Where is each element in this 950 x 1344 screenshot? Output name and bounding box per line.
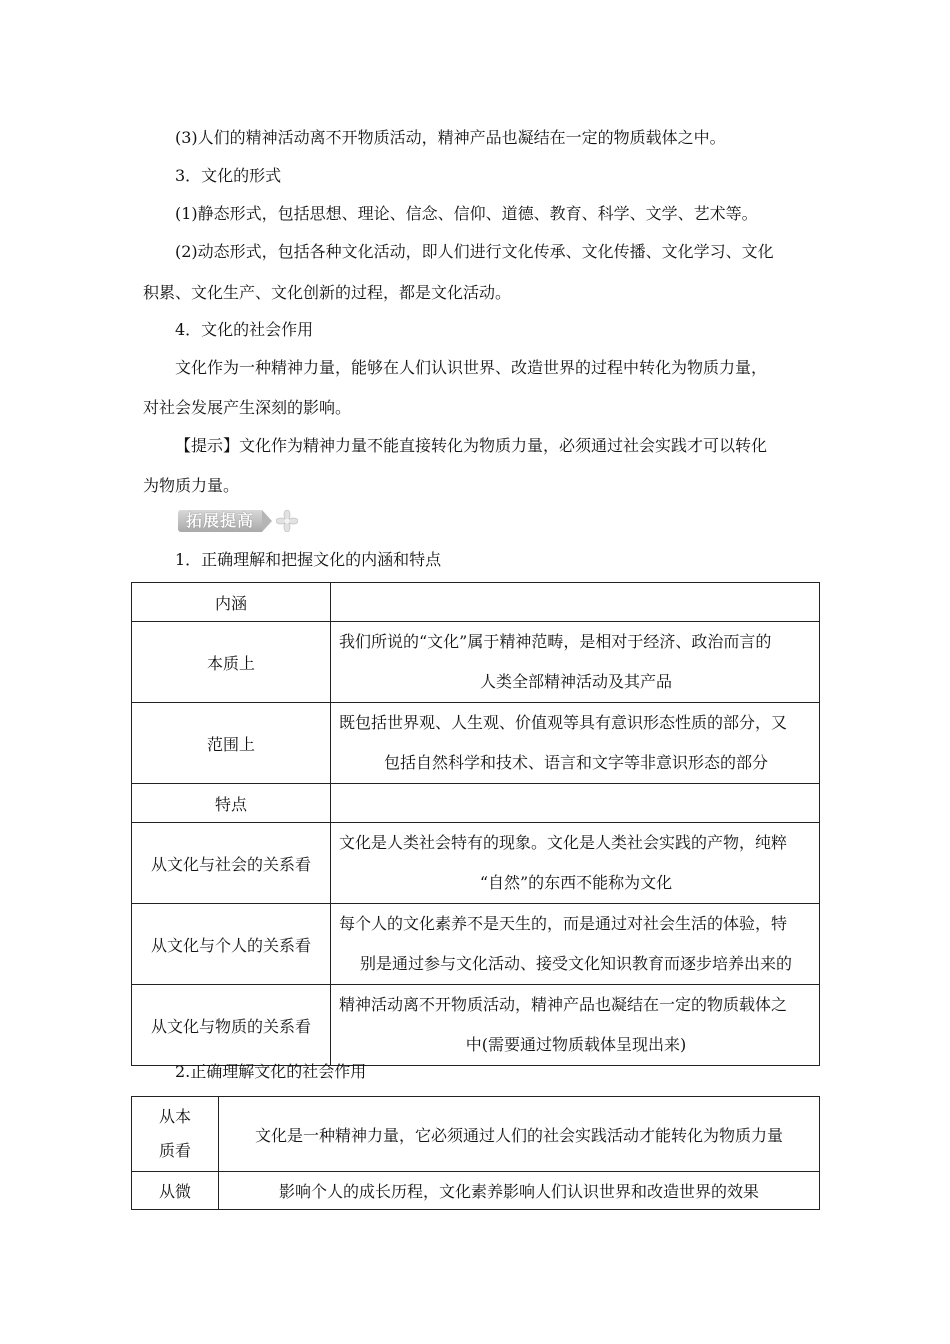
row-label: 从微 — [132, 1172, 219, 1210]
row-content — [331, 823, 820, 904]
row-content-line2: “自然”的东西不能称为文化 — [479, 873, 673, 892]
table-row — [132, 703, 820, 784]
row-content — [331, 985, 820, 1066]
table-row — [132, 622, 820, 703]
table-row — [132, 1097, 820, 1172]
row-label-line2: 质看 — [158, 1141, 191, 1160]
row-content-line1: 文化是人类社会特有的现象。文化是人类社会实践的产物，纯粹 — [339, 833, 788, 852]
row-label: 从文化与社会的关系看 — [132, 823, 331, 904]
heading-social-role: 4．文化的社会作用 — [175, 320, 314, 339]
row-label-line1: 从本 — [158, 1107, 191, 1126]
table-row — [132, 583, 820, 622]
row-content — [331, 904, 820, 985]
paragraph-social-role-line2: 对社会发展产生深刻的影响。 — [143, 398, 352, 417]
badge-arrow — [262, 510, 272, 532]
heading-culture-forms: 3．文化的形式 — [175, 166, 282, 185]
table-row — [132, 985, 820, 1066]
row-label: 范围上 — [132, 703, 331, 784]
flower-icon — [276, 510, 298, 532]
paragraph-material-carrier: (3)人们的精神活动离不开物质活动，精神产品也凝结在一定的物质载体之中。 — [175, 128, 726, 147]
tip-line1: 【提示】文化作为精神力量不能直接转化为物质力量，必须通过社会实践才可以转化 — [175, 436, 768, 455]
paragraph-dynamic-form-line2: 积累、文化生产、文化创新的过程，都是文化活动。 — [143, 283, 512, 302]
section-badge — [178, 510, 298, 532]
row-label — [132, 1097, 219, 1172]
paragraph-social-role-line1: 文化作为一种精神力量，能够在人们认识世界、改造世界的过程中转化为物质力量， — [175, 358, 768, 377]
row-content — [331, 784, 820, 823]
row-content-line1: 每个人的文化素养不是天生的，而是通过对社会生活的体验，特 — [339, 914, 788, 933]
row-content-line2: 中(需要通过物质载体呈现出来) — [465, 1035, 687, 1054]
row-content-line2: 人类全部精神活动及其产品 — [479, 672, 672, 691]
row-content-line1: 我们所说的“文化”属于精神范畴，是相对于经济、政治而言的 — [339, 632, 772, 651]
row-label: 从文化与物质的关系看 — [132, 985, 331, 1066]
row-content — [331, 622, 820, 703]
row-content — [331, 583, 820, 622]
row-content-line2: 别是通过参与文化活动、接受文化知识教育而逐步培养出来的 — [359, 954, 792, 973]
row-content-line1: 精神活动离不开物质活动，精神产品也凝结在一定的物质载体之 — [339, 995, 788, 1014]
table2-caption: 2.正确理解文化的社会作用 — [175, 1062, 367, 1081]
row-content — [331, 703, 820, 784]
culture-connotation-table — [131, 582, 820, 1066]
social-role-table — [131, 1096, 820, 1210]
paragraph-dynamic-form-line1: (2)动态形式，包括各种文化活动，即人们进行文化传承、文化传播、文化学习、文化 — [175, 242, 774, 261]
row-content: 影响个人的成长历程，文化素养影响人们认识世界和改造世界的效果 — [219, 1172, 820, 1210]
row-label: 从文化与个人的关系看 — [132, 904, 331, 985]
row-content-line1: 既包括世界观、人生观、价值观等具有意识形态性质的部分，又 — [339, 713, 788, 732]
row-label: 特点 — [132, 784, 331, 823]
table-row — [132, 904, 820, 985]
row-content-line2: 包括自然科学和技术、语言和文字等非意识形态的部分 — [383, 753, 768, 772]
table-row — [132, 784, 820, 823]
row-label: 本质上 — [132, 622, 331, 703]
row-content: 文化是一种精神力量，它必须通过人们的社会实践活动才能转化为物质力量 — [219, 1097, 820, 1172]
section-badge-label: 拓展提高 — [178, 510, 262, 532]
row-label: 内涵 — [132, 583, 331, 622]
table-row — [132, 823, 820, 904]
table1-caption: 1．正确理解和把握文化的内涵和特点 — [175, 550, 442, 569]
table-row — [132, 1172, 820, 1210]
tip-line2: 为物质力量。 — [143, 476, 240, 495]
paragraph-static-form: (1)静态形式，包括思想、理论、信念、信仰、道德、教育、科学、文学、艺术等。 — [175, 204, 758, 223]
